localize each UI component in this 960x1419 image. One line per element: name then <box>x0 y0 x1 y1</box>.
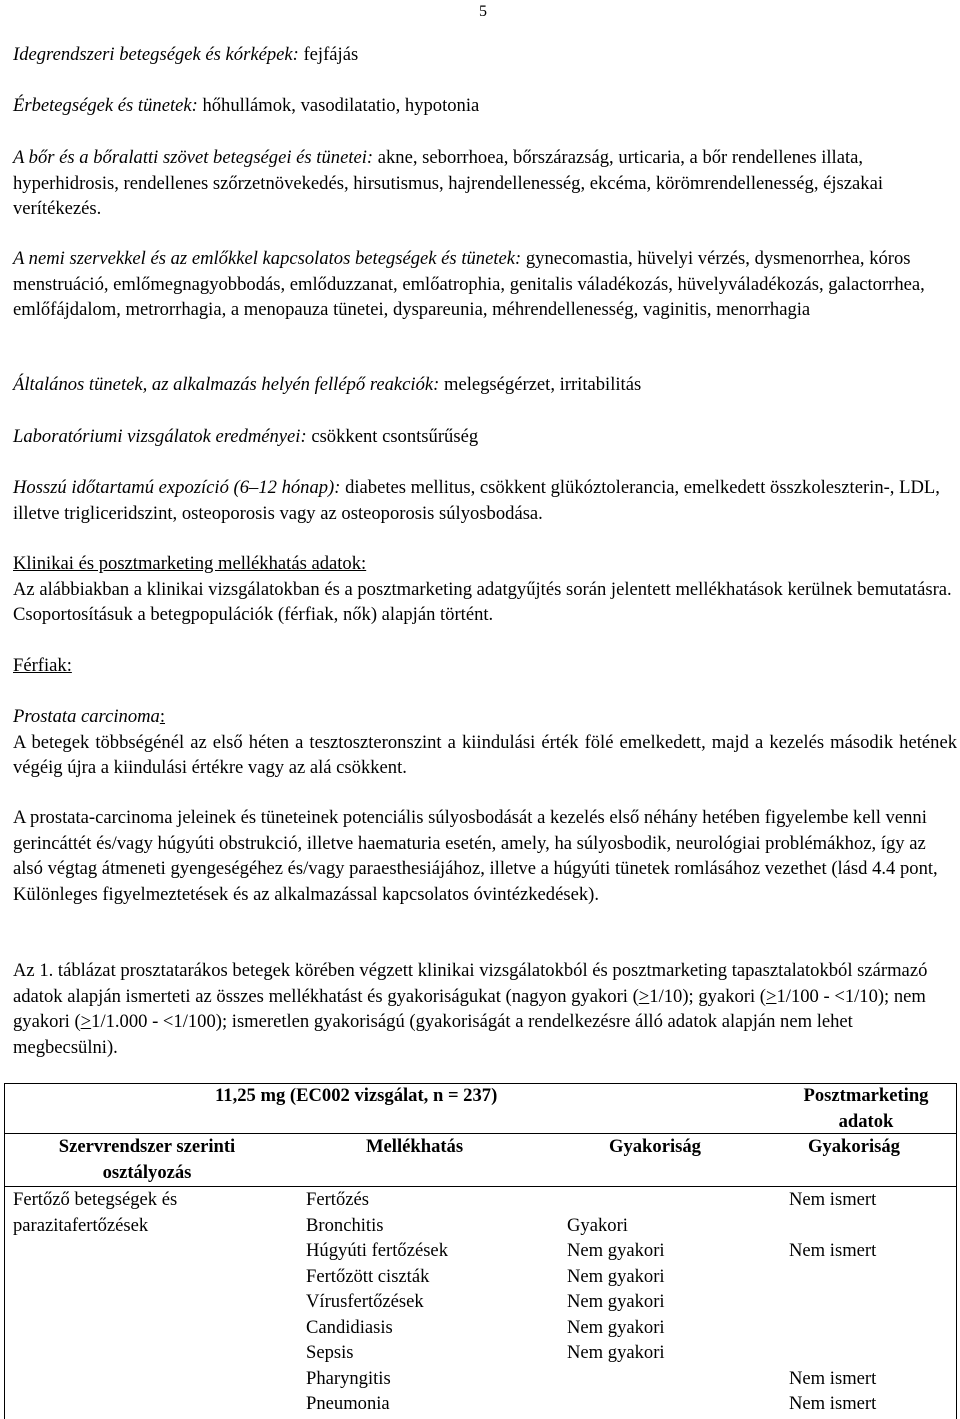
col-ae: Mellékhatás <box>366 1136 464 1157</box>
table-cell-freq: Nem gyakori <box>567 1342 665 1363</box>
para-long-term <box>13 475 957 526</box>
para-text: akne, seborrhoea, bőrszárazság, urticaria, a bőr rendellenes illata, hyperhidrosis, rendellenes szőrzetnövekedés, hirsutismus, hajrendellenesség, ekcéma, körömrendellenesség, éjszakai verítékezés. <box>13 147 883 219</box>
page-number: 5 <box>479 3 487 20</box>
table-cell-post: Nem ismert <box>789 1240 877 1261</box>
table-cell-ae: Fertőzés <box>306 1189 369 1210</box>
post-header: Posztmarketing adatok <box>803 1085 929 1132</box>
para-label: A nemi szervekkel és az emlőkkel kapcsolatos betegségek és tünetek: <box>13 248 522 269</box>
table-cell-ae: Húgyúti fertőzések <box>306 1240 448 1261</box>
table-cell-ae: Sepsis <box>306 1342 354 1363</box>
para-vascular <box>13 93 957 119</box>
ge-symbol: > <box>765 985 777 1007</box>
table-cell-freq: Nem gyakori <box>567 1265 665 1287</box>
intro-part: Az 1. táblázat prosztatarákos betegek körében végzett klinikai vizsgálatokból és posztmarketing tapasztalatokból származó adatok alapján ismerteti az összes mellékhatást és gyakoriságukat (nagyon gyakori ( <box>13 960 928 1007</box>
intro-part: 1/10); gyakori ( <box>649 985 766 1007</box>
col-soc: Szervrendszer szerinti osztályozás <box>58 1136 236 1183</box>
col-freq: Gyakoriság <box>609 1136 701 1157</box>
heading-colon: : <box>159 706 166 727</box>
intro-part: 1/100 - <1/10); nem gyakori ( <box>13 985 926 1032</box>
section-heading: Prostata carcinoma <box>13 706 160 727</box>
para-label: A bőr és a bőralatti szövet betegségei és tünetei: <box>13 147 374 168</box>
para-laboratory <box>13 424 957 450</box>
ge-symbol: > <box>638 985 650 1007</box>
para-text: melegségérzet, irritabilitás <box>439 374 642 395</box>
para-text: hőhullámok, vasodilatatio, hypotonia <box>197 95 480 116</box>
table-cell-post: Nem ismert <box>789 1367 877 1389</box>
soc-cell: Fertőző betegségek és parazitafertőzések <box>13 1189 178 1236</box>
section-heading: Klinikai és posztmarketing mellékhatás adatok: <box>13 553 367 574</box>
table-cell-ae: Vírusfertőzések <box>306 1291 424 1312</box>
heading-men <box>13 653 957 679</box>
col-post-freq: Gyakoriság <box>808 1136 900 1157</box>
table-cell-ae: Pneumonia <box>306 1393 390 1414</box>
section-prostate <box>13 704 957 781</box>
para-nervous-system <box>13 42 957 68</box>
section-text: A betegek többségénél az első héten a tesztoszteronszint a kiindulási érték fölé emelkedett, majd a kezelés második hetének végéig újra a kiindulási értékre vagy az alá csökkent. <box>13 731 957 778</box>
para-skin <box>13 145 957 222</box>
table-cell-ae: Bronchitis <box>306 1214 384 1236</box>
table-cell-freq: Nem gyakori <box>567 1291 665 1312</box>
section-text: Az alábbiakban a klinikai vizsgálatokban és a posztmarketing adatgyűjtés során jelentett mellékhatások kerülnek bemutatásra. Csoportosításuk a betegpopulációk (férfiak, nők) alapján történt. <box>13 578 952 625</box>
section-clinical-data <box>13 551 957 628</box>
table-border-left <box>4 1083 5 1419</box>
table-cell-post: Nem ismert <box>789 1393 877 1414</box>
para-label: Általános tünetek, az alkalmazás helyén fellépő reakciók: <box>13 374 440 395</box>
ge-symbol: > <box>80 1011 92 1032</box>
para-text: diabetes mellitus, csökkent glükóztolerancia, emelkedett összkoleszterin-, LDL, illetve trigliceridszint, osteoporosis vagy az osteoporosis súlyosbodása. <box>13 477 940 524</box>
table-cell-freq: Gyakori <box>567 1214 628 1236</box>
table-cell-freq: Nem gyakori <box>567 1316 665 1338</box>
study-header: 11,25 mg (EC002 vizsgálat, n = 237) <box>215 1085 498 1106</box>
intro-part: 1/1.000 - <1/100); ismeretlen gyakoriságú (gyakoriságát a rendelkezésre álló adatok alapján nem lehet megbecsülni). <box>13 1011 853 1058</box>
para-text: fejfájás <box>298 44 359 65</box>
para-symptoms: A prostata-carcinoma jeleinek és tüneteinek potenciális súlyosbodását a kezelés első néhány hetében figyelembe kell venni gerincáttét és/vagy húgyúti obstrukció, illetve haematuria esetén, amely, ha súlyosbodik, neurológiai problémákhoz, így az alsó végtag átmeneti gyengeségéhez és/vagy paraesthesiájához, illetve a húgyúti tünetek romlásához vezethet (lásd 4.4 pont, Különleges figyelmeztetések és az alkalmazással kapcsolatos óvintézkedések). <box>13 807 938 905</box>
table-cell-post: Nem ismert <box>789 1189 877 1210</box>
table-cell-freq: Nem gyakori <box>567 1240 665 1261</box>
table-border-right <box>956 1083 957 1419</box>
heading-text: Férfiak: <box>13 655 72 676</box>
para-text: gynecomastia, hüvelyi vérzés, dysmenorrhea, kóros menstruáció, emlőmegnagyobbodás, emlőduzzanat, emlőatrophia, genitalis váladékozás, hüvelyváladékozás, galactorrhea, emlőfájdalom, metrorrhagia, a menopauza tünetei, dyspareunia, méhrendellenesség, vaginitis, menorrhagia <box>13 248 925 320</box>
para-table-intro <box>13 958 957 1060</box>
para-label: Idegrendszeri betegségek és kórképek: <box>13 44 299 65</box>
para-text: csökkent csontsűrűség <box>306 426 479 447</box>
table-cell-ae: Candidiasis <box>306 1316 393 1338</box>
para-reproductive <box>13 246 957 323</box>
para-label: Hosszú időtartamú expozíció (6–12 hónap): <box>13 477 341 498</box>
table-cell-ae: Fertőzött ciszták <box>306 1265 430 1287</box>
para-label: Érbetegségek és tünetek: <box>13 95 198 116</box>
para-label: Laboratóriumi vizsgálatok eredményei: <box>13 426 307 447</box>
table-cell-ae: Pharyngitis <box>306 1367 391 1389</box>
para-general <box>13 372 957 398</box>
